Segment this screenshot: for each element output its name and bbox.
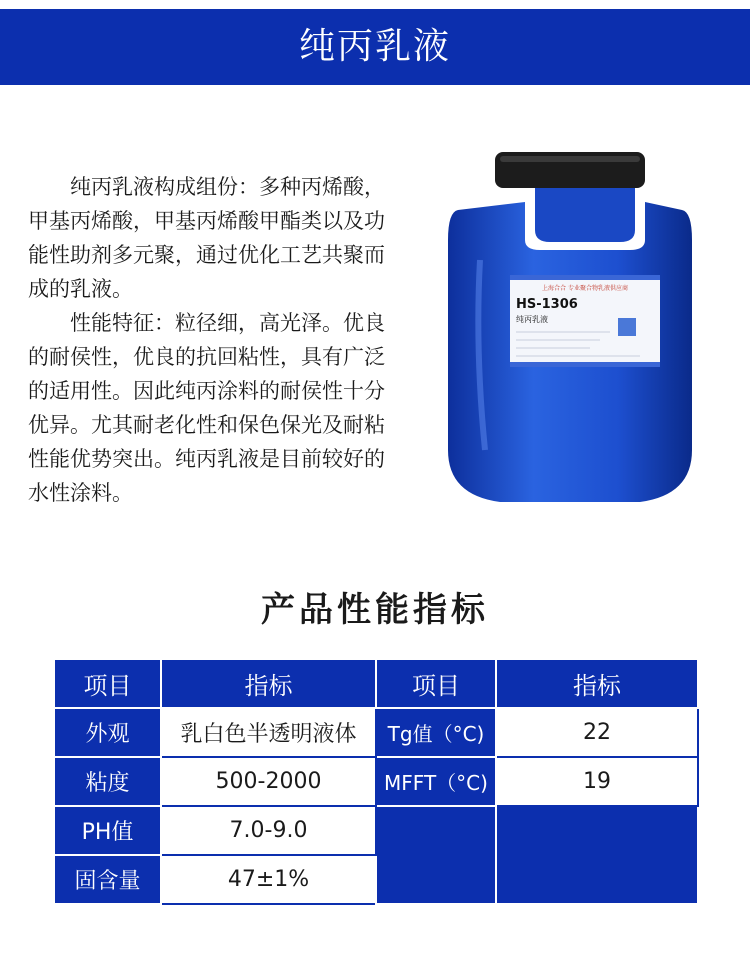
product-barrel-image xyxy=(440,150,700,515)
row-item: PH值 xyxy=(54,806,161,855)
spec-table-header-row xyxy=(54,659,698,708)
row-value-right: 22 xyxy=(496,708,698,757)
label-product-name: 纯丙乳液 xyxy=(516,315,548,324)
table-row xyxy=(54,757,698,806)
header-item-right: 项目 xyxy=(376,659,496,708)
page-banner-title: 纯丙乳液 xyxy=(0,9,750,85)
spec-section-title: 产品性能指标 xyxy=(261,590,489,630)
row-value: 乳白色半透明液体 xyxy=(161,708,376,757)
header-value-right: 指标 xyxy=(496,659,698,708)
row-item: 固含量 xyxy=(54,855,161,904)
row-value: 47±1% xyxy=(161,855,376,904)
empty-cell-right-value xyxy=(496,806,698,904)
row-item: 粘度 xyxy=(54,757,161,806)
barrel-handle xyxy=(535,188,635,242)
row-item-right: MFFT（°C) xyxy=(376,757,496,806)
header-item-left: 项目 xyxy=(54,659,161,708)
label-model: HS-1306 xyxy=(516,297,578,312)
header-value-left: 指标 xyxy=(161,659,376,708)
table-row xyxy=(54,806,698,855)
row-value: 7.0-9.0 xyxy=(161,806,376,855)
row-item: 外观 xyxy=(54,708,161,757)
row-value: 500-2000 xyxy=(161,757,376,806)
table-row xyxy=(54,708,698,757)
spec-table xyxy=(53,658,699,905)
description-paragraph-features: 性能特征：粒径细，高光泽。优良的耐侯性，优良的抗回粘性，具有广泛的适用性。因此纯丙涂料的耐侯性十分优异。尤其耐老化性和保色保光及耐粘性能优势突出。纯丙乳液是目前较好的水性涂料。 xyxy=(28,311,385,505)
label-brand-line: 上海合合 专业聚合物乳液供应商 xyxy=(542,285,628,292)
row-value-right: 19 xyxy=(496,757,698,806)
product-description xyxy=(28,170,398,510)
description-paragraph-composition: 纯丙乳液构成组份：多种丙烯酸，甲基丙烯酸，甲基丙烯酸甲酯类以及功能性助剂多元聚，通过优化工艺共聚而成的乳液。 xyxy=(28,175,385,301)
row-item-right: Tg值（°C) xyxy=(376,708,496,757)
empty-cell-right-item xyxy=(376,806,496,904)
